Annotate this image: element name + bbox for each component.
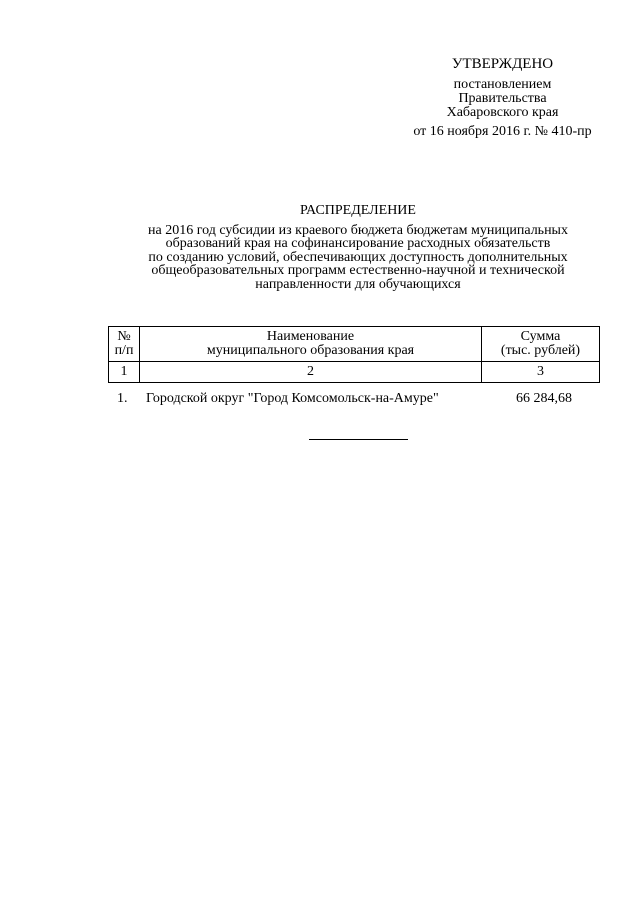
header-cell-number (109, 327, 140, 362)
end-rule-divider (309, 439, 408, 440)
subtitle-line: по созданию условий, обеспечивающих доступность дополнительных (148, 249, 568, 265)
approval-heading: УТВЕРЖДЕНО (451, 56, 554, 72)
row-number: 1. (117, 391, 128, 406)
approval-line: Правительства (458, 91, 547, 106)
header-text: п/п (114, 343, 134, 358)
subtitle-line: на 2016 год субсидии из краевого бюджета бюджетам муниципальных (148, 223, 568, 238)
table-row (108, 390, 600, 408)
header-cell-name (140, 327, 482, 362)
row-amount: 66 284,68 (516, 391, 572, 406)
header-text: Наименование (266, 329, 355, 344)
column-number-cell: 1 (109, 362, 140, 383)
approval-line: постановлением (453, 77, 552, 92)
approval-stamp (390, 56, 615, 139)
column-number-cell: 2 (140, 362, 482, 383)
header-cell-amount (482, 327, 600, 362)
subtitle-line: образований края на софинансирование расходных обязательств (165, 236, 551, 252)
column-number-cell: 3 (482, 362, 600, 383)
subtitle-line: общеобразовательных программ естественно-научной и технической (151, 263, 565, 279)
column-number-row (109, 362, 600, 383)
subtitle-line: направленности для обучающихся (255, 276, 461, 292)
table-header-row (109, 327, 600, 362)
header-text: муниципального образования края (206, 343, 415, 358)
header-text: № (117, 329, 131, 344)
row-municipality-name: Городской округ "Город Комсомольск-на-Амуре" (146, 391, 439, 406)
header-text: (тыс. рублей) (500, 343, 581, 358)
approval-date: от 16 ноября 2016 г. № 410-пр (413, 124, 592, 139)
header-text: Сумма (520, 329, 561, 344)
document-title: РАСПРЕДЕЛЕНИЕ (300, 203, 416, 218)
approval-line: Хабаровского края (446, 105, 559, 120)
distribution-table (108, 326, 600, 383)
document-subtitle (110, 224, 606, 291)
